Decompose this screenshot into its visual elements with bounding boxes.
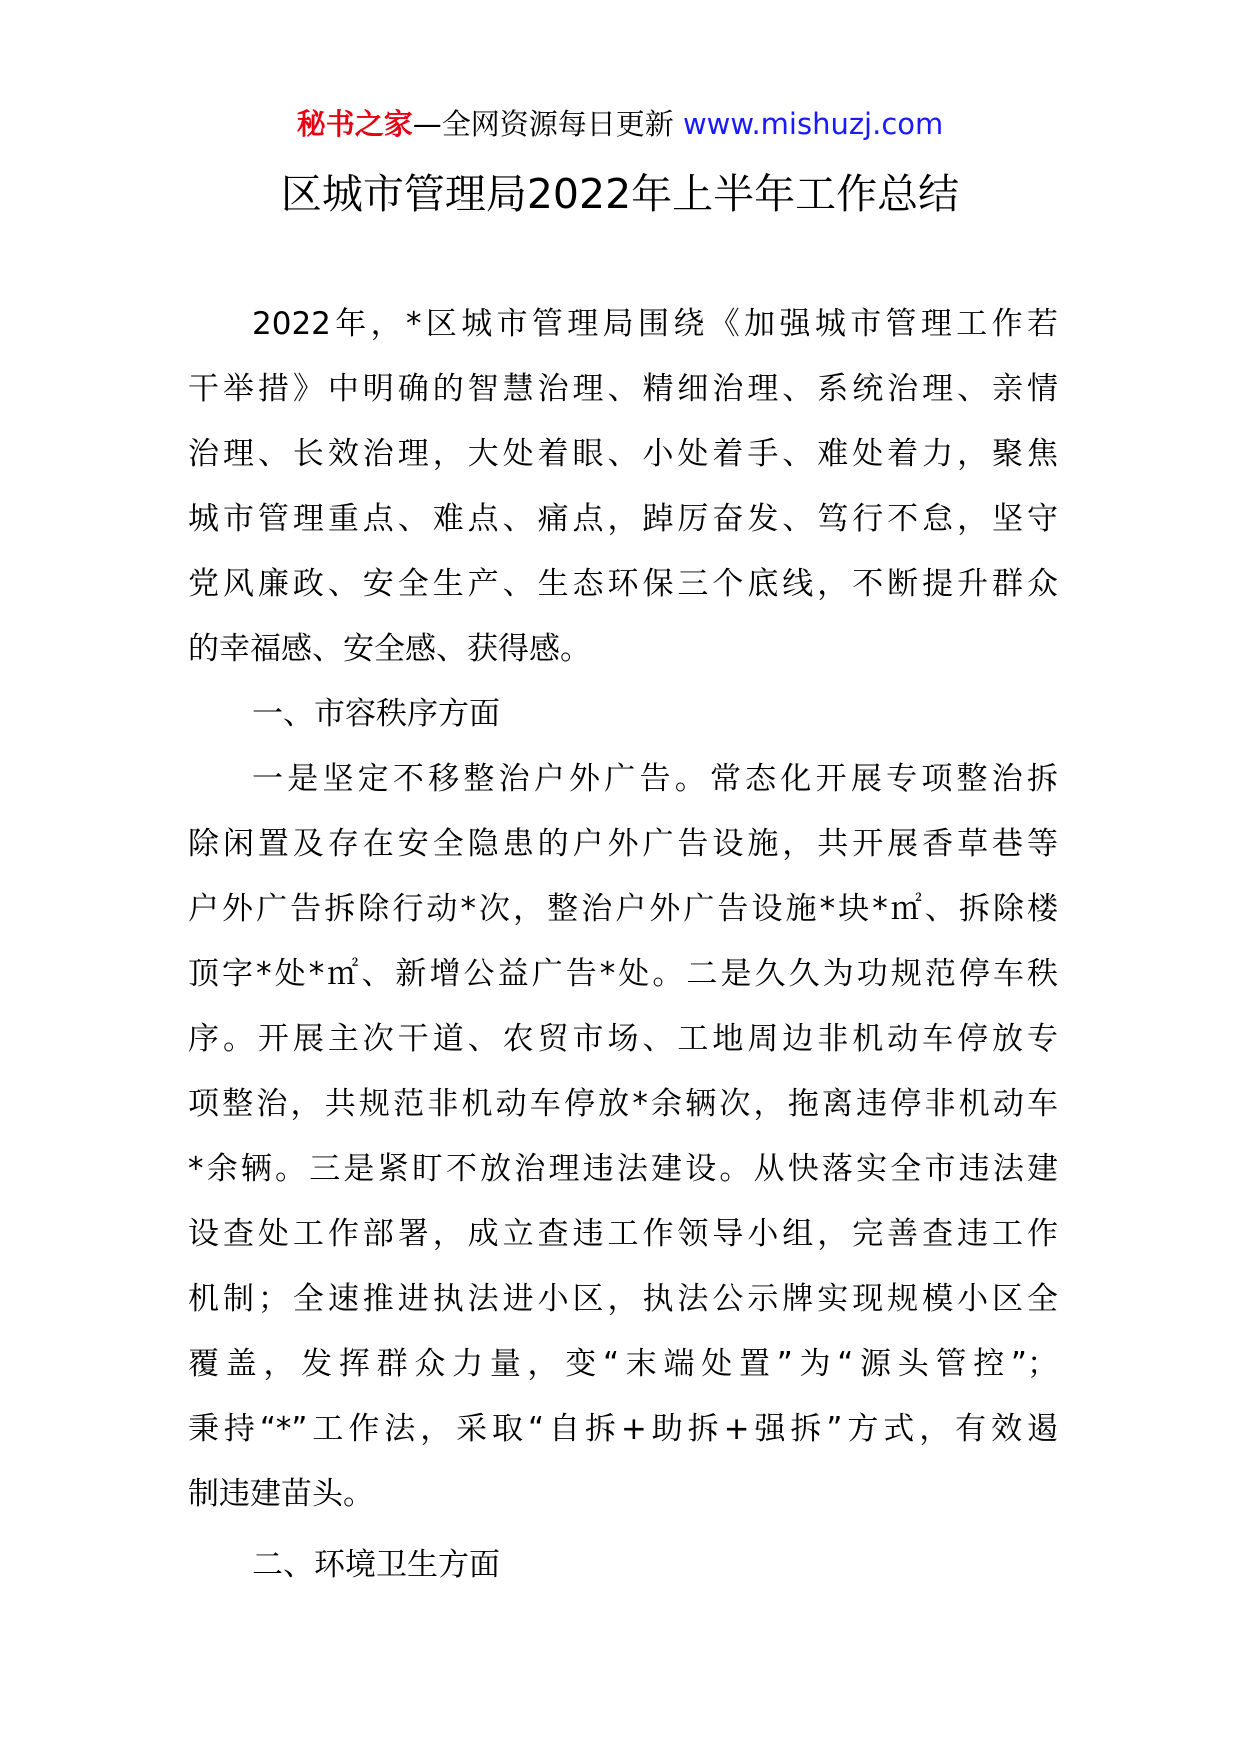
- paragraph-line: 干举措》中明确的智慧治理、精细治理、系统治理、亲情: [188, 371, 1058, 407]
- paragraph-line: 一是坚定不移整治户外广告。常态化开展专项整治拆: [252, 761, 1058, 797]
- paragraph-line: 顶字*处*㎡、新增公益广告*处。二是久久为功规范停车秩: [188, 956, 1058, 992]
- banner-url-link[interactable]: www.mishuzj.com: [682, 107, 944, 141]
- paragraph-line: 覆盖，发挥群众力量，变“末端处置”为“源头管控”；: [188, 1346, 1058, 1382]
- paragraph-line: 机制；全速推进执法进小区，执法公示牌实现规模小区全: [188, 1281, 1058, 1317]
- paragraph-line: 设查处工作部署，成立查违工作领导小组，完善查违工作: [188, 1216, 1058, 1252]
- paragraph-line: 城市管理重点、难点、痛点，踔厉奋发、笃行不怠，坚守: [188, 501, 1058, 537]
- section-paragraph-city-order: [188, 747, 1058, 1527]
- site-banner: [0, 104, 1240, 144]
- paragraph-line: 制违建苗头。: [188, 1476, 374, 1512]
- section-heading-city-order: 一、市容秩序方面: [252, 696, 500, 732]
- document-body: [188, 292, 1058, 1598]
- paragraph-line: 2022年，*区城市管理局围绕《加强城市管理工作若: [252, 306, 1058, 342]
- paragraph-line: 秉持“*”工作法，采取“自拆+助拆+强拆”方式，有效遏: [188, 1411, 1058, 1447]
- paragraph-line: *余辆。三是紧盯不放治理违法建设。从快落实全市违法建: [188, 1151, 1058, 1187]
- paragraph-line: 的幸福感、安全感、获得感。: [188, 631, 591, 667]
- banner-brand: 秘书之家: [296, 107, 413, 141]
- paragraph-line: 序。开展主次干道、农贸市场、工地周边非机动车停放专: [188, 1021, 1058, 1057]
- paragraph-line: 项整治，共规范非机动车停放*余辆次，拖离违停非机动车: [188, 1086, 1058, 1122]
- intro-paragraph: [188, 292, 1058, 682]
- paragraph-line: 户外广告拆除行动*次，整治户外广告设施*块*㎡、拆除楼: [188, 891, 1058, 927]
- paragraph-line: 除闲置及存在安全隐患的户外广告设施，共开展香草巷等: [188, 826, 1058, 862]
- paragraph-line: 党风廉政、安全生产、生态环保三个底线，不断提升群众: [188, 566, 1058, 602]
- section-heading-sanitation: 二、环境卫生方面: [252, 1547, 500, 1583]
- paragraph-line: 治理、长效治理，大处着眼、小处着手、难处着力，聚焦: [188, 436, 1058, 472]
- banner-slogan: —全网资源每日更新: [412, 107, 683, 141]
- document-title: 区城市管理局2022年上半年工作总结: [280, 170, 960, 218]
